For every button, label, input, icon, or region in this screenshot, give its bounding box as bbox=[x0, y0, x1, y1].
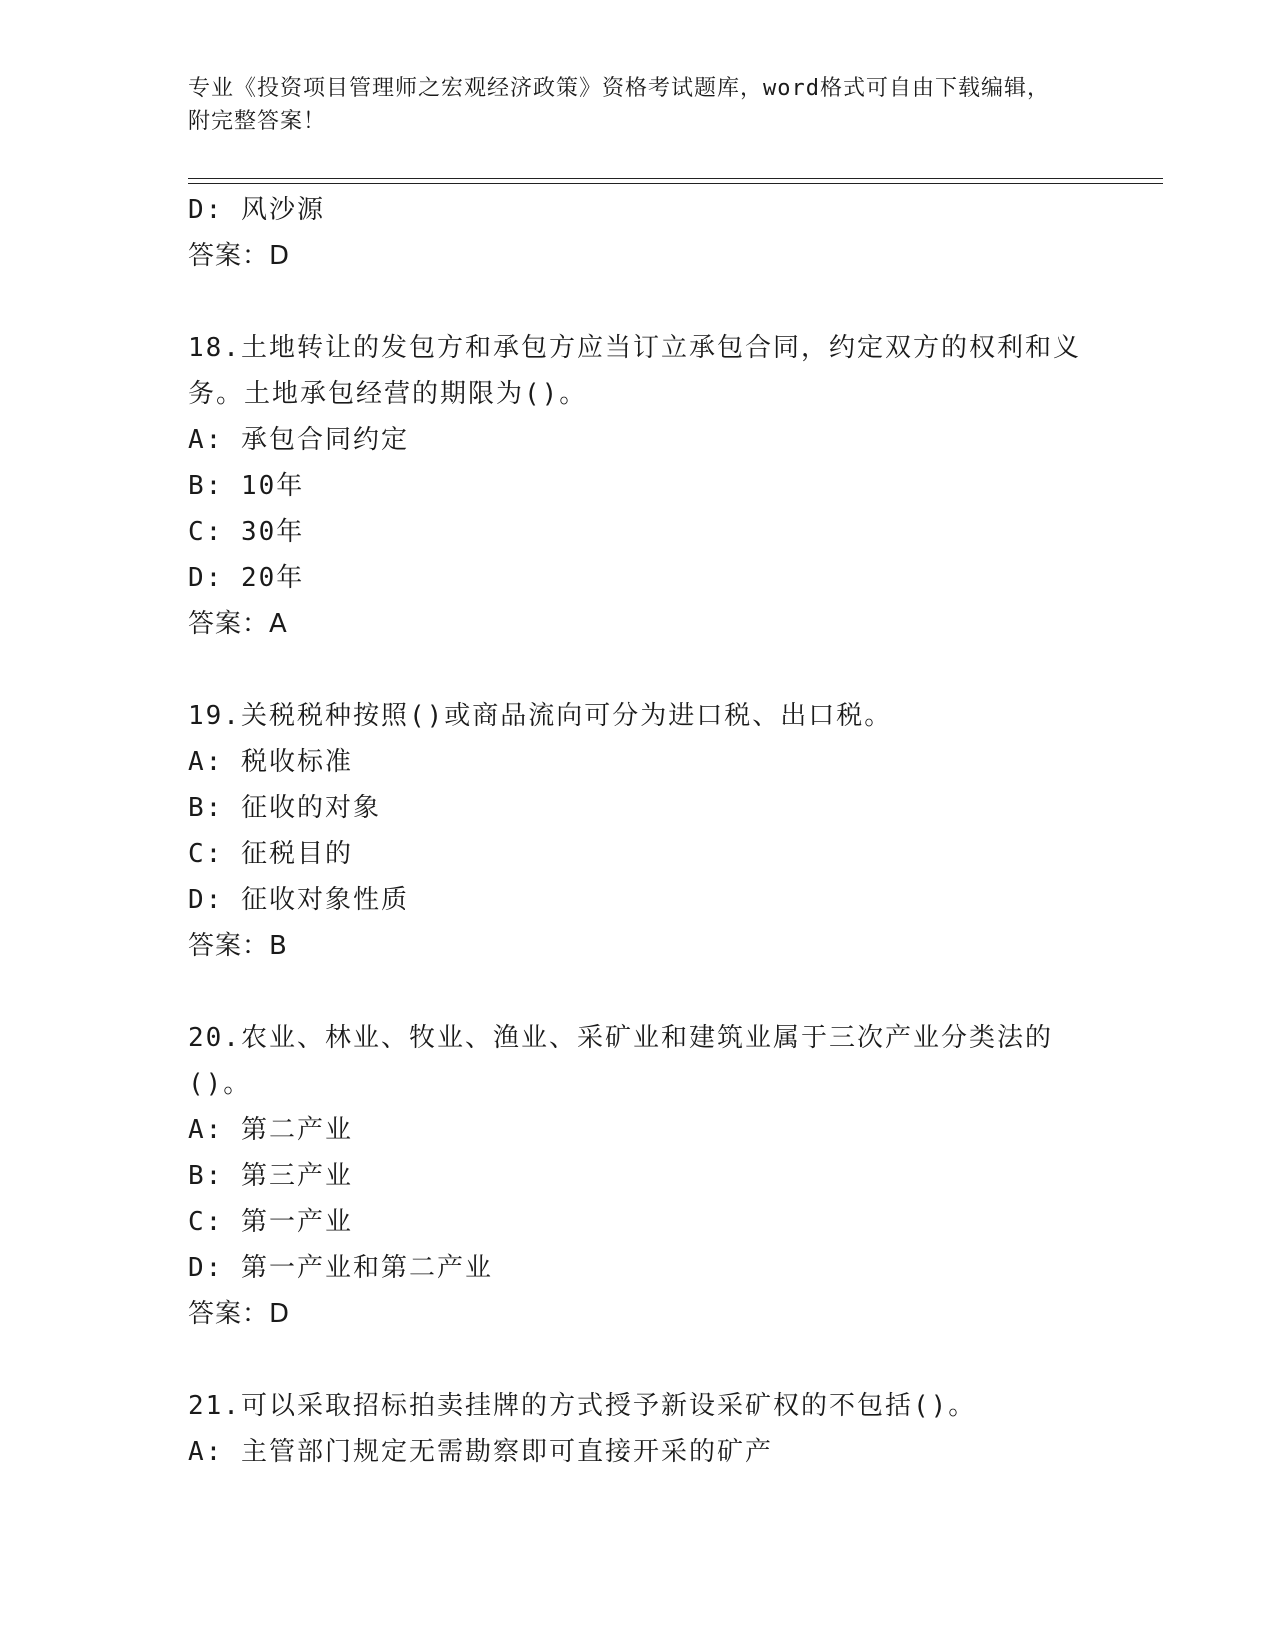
question-text: 21.可以采取招标拍卖挂牌的方式授予新设采矿权的不包括()。 bbox=[188, 1391, 977, 1421]
header-divider-bottom bbox=[188, 183, 1163, 184]
header-divider-top bbox=[188, 178, 1163, 179]
option-a: A: 税收标准 bbox=[188, 747, 353, 777]
option-d: D: 20年 bbox=[188, 563, 305, 593]
document-header bbox=[188, 72, 1068, 138]
answer-line: 答案：D bbox=[188, 1299, 291, 1329]
option-b: B: 征收的对象 bbox=[188, 793, 381, 823]
question-list bbox=[188, 187, 1088, 1475]
option-b: B: 第三产业 bbox=[188, 1161, 353, 1191]
answer-line: 答案：A bbox=[188, 609, 288, 639]
option-a: A: 主管部门规定无需勘察即可直接开采的矿产 bbox=[188, 1437, 773, 1467]
option-a: A: 承包合同约定 bbox=[188, 425, 409, 455]
question-text: 19.关税税种按照()或商品流向可分为进口税、出口税。 bbox=[188, 701, 893, 731]
question-text: 20.农业、林业、牧业、渔业、采矿业和建筑业属于三次产业分类法的()。 bbox=[188, 1023, 1053, 1099]
option-b: B: 10年 bbox=[188, 471, 305, 501]
answer-line: 答案：B bbox=[188, 931, 288, 961]
option-c: C: 30年 bbox=[188, 517, 305, 547]
option-d: D: 风沙源 bbox=[188, 195, 325, 225]
option-c: C: 第一产业 bbox=[188, 1207, 353, 1237]
option-d: D: 征收对象性质 bbox=[188, 885, 409, 915]
option-d: D: 第一产业和第二产业 bbox=[188, 1253, 493, 1283]
header-title: 专业《投资项目管理师之宏观经济政策》资格考试题库，word格式可自由下载编辑，附完整答案！ bbox=[188, 76, 1050, 134]
option-a: A: 第二产业 bbox=[188, 1115, 353, 1145]
option-c: C: 征税目的 bbox=[188, 839, 353, 869]
question-text: 18.土地转让的发包方和承包方应当订立承包合同，约定双方的权利和义务。土地承包经营的期限为()。 bbox=[188, 333, 1081, 409]
answer-line: 答案：D bbox=[188, 241, 291, 271]
